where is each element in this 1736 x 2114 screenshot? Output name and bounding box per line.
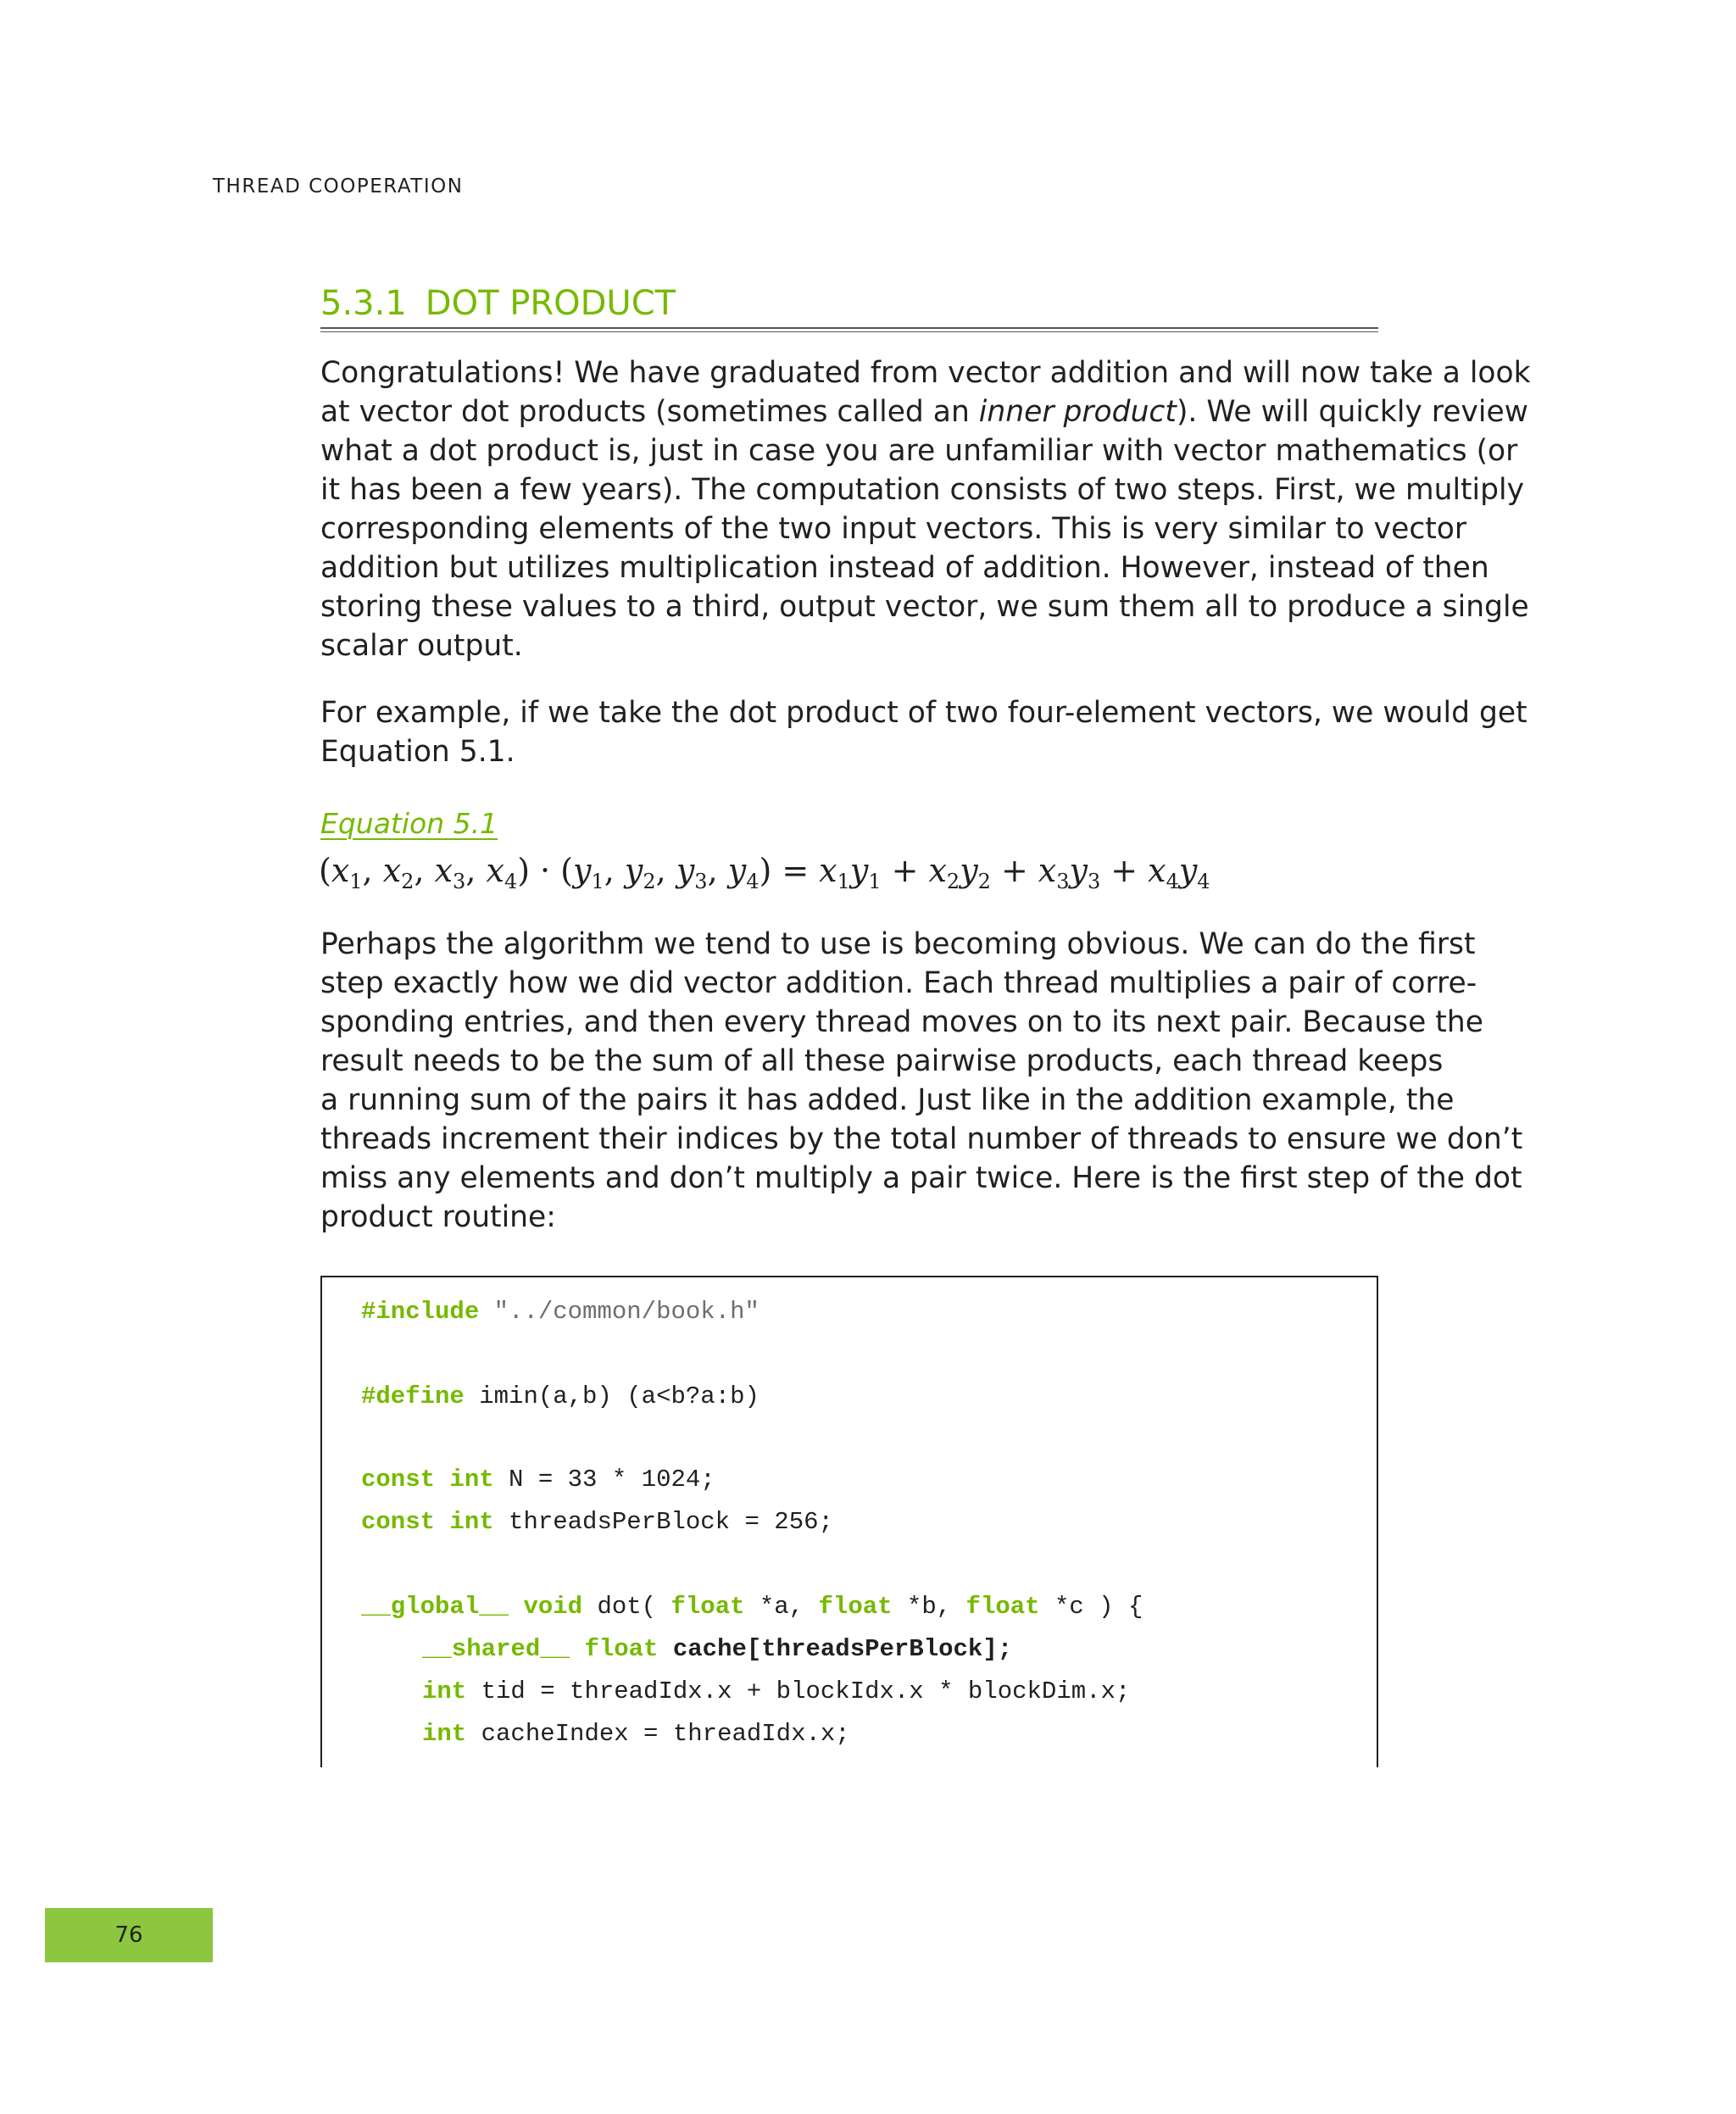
code-keyword: const [361,1508,436,1536]
code-keyword: const [361,1466,436,1494]
text-line: addition but utilizes multiplication instead of addition. However, instead of then [320,551,1489,585]
eq-sub: 2 [401,870,415,893]
eq-var: x [434,852,453,889]
code-line [361,1382,760,1410]
text-line: scalar output. [320,629,523,663]
eq-sub: 3 [453,870,466,893]
heading-rule [320,327,1378,332]
text-line: Equation 5.1. [320,735,515,769]
paragraph-algorithm [320,925,1523,1237]
text-line: Congratulations! We have graduated from vector addition and will now take a look [320,356,1531,390]
code-line [422,1677,1130,1705]
code-keyword: __shared__ [422,1635,570,1663]
text-line: step exactly how we did vector addition. Each thread multiplies a pair of corre- [320,966,1477,1000]
eq-operator: + [1110,852,1138,889]
text-line: product routine: [320,1200,556,1234]
code-text: tid = threadIdx.x + blockIdx.x * blockDim.x; [466,1677,1131,1705]
code-text: dot( [582,1593,671,1621]
code-line [361,1298,760,1326]
text-span: at vector dot products (sometimes called an [320,395,979,429]
text-line [320,392,1528,431]
eq-operator: · [540,852,551,889]
code-listing [320,1276,1378,1767]
text-line: threads increment their indices by the total number of threads to ensure we don’t [320,1122,1523,1156]
section-title: DOT PRODUCT [425,284,676,323]
eq-operator: = [782,852,810,889]
text-line: result needs to be the sum of all these pairwise products, each thread keeps [320,1044,1444,1078]
code-keyword: int [449,1466,494,1494]
code-line [422,1720,850,1748]
code-line [361,1508,833,1536]
code-keyword: __global__ [361,1593,509,1621]
code-text: *c ) { [1039,1593,1143,1621]
text-line: sponding entries, and then every thread moves on to its next pair. Because the [320,1005,1483,1039]
running-head: THREAD COOPERATION [213,175,464,197]
equation-5-1: ($x_1$, $x_2$, $x_3$, $x_4) \cdot (y_1$, $y_2$, $y_3$, $y_4) = x_1y_1 + x_2y_2 + x_3y_3 + x_4y_4$ [319,852,1210,893]
italic-term: inner product [978,395,1177,429]
code-text: *b, [892,1593,966,1621]
paragraph-intro [320,353,1531,665]
code-line [361,1466,715,1494]
code-keyword: float [818,1593,893,1621]
text-line: it has been a few years). The computation consists of two steps. First, we multiply [320,473,1525,507]
code-line [361,1593,1143,1621]
eq-var: x [486,852,504,889]
code-keyword: int [422,1720,467,1748]
page-number: 76 [45,1908,213,1962]
text-line: Perhaps the algorithm we tend to use is becoming obvious. We can do the first [320,927,1476,961]
code-text: threadsPerBlock = 256; [493,1508,833,1536]
eq-operator: + [891,852,919,889]
text-line: a running sum of the pairs it has added. Just like in the addition example, the [320,1083,1455,1117]
code-text: cache[threadsPerBlock]; [658,1635,1013,1663]
eq-sub: 4 [504,870,518,893]
code-line [422,1635,1012,1663]
code-keyword: float [670,1593,745,1621]
text-line: For example, if we take the dot product of two four-element vectors, we would get [320,696,1527,730]
text-line: what a dot product is, just in case you are unfamiliar with vector mathematics (or [320,434,1518,468]
text-line: storing these values to a third, output vector, we sum them all to produce a single [320,590,1529,624]
text-span: ). We will quickly review [1176,395,1528,429]
eq-sub: 1 [349,870,363,893]
section-heading [320,278,1378,329]
code-keyword: #include [361,1298,480,1326]
code-keyword: float [965,1593,1040,1621]
section-number: 5.3.1 [320,284,407,323]
eq-operator: + [1000,852,1028,889]
code-keyword: void [523,1593,583,1621]
code-keyword: int [422,1677,467,1705]
code-text: imin(a,b) (a<b?a:b) [464,1382,760,1410]
code-keyword: int [449,1508,494,1536]
code-text: *a, [744,1593,819,1621]
equation-label: Equation 5.1 [320,807,498,840]
code-keyword: #define [361,1382,465,1410]
eq-var: x [382,852,402,889]
paragraph-example [320,693,1527,771]
code-keyword: float [584,1635,659,1663]
text-line: miss any elements and don’t multiply a pair twice. Here is the first step of the dot [320,1161,1522,1195]
code-text: N = 33 * 1024; [493,1466,715,1494]
eq-var: x [331,852,350,889]
code-string: "../common/book.h" [479,1298,760,1326]
code-text: cacheIndex = threadIdx.x; [466,1720,850,1748]
text-line: corresponding elements of the two input vectors. This is very similar to vector [320,512,1467,546]
